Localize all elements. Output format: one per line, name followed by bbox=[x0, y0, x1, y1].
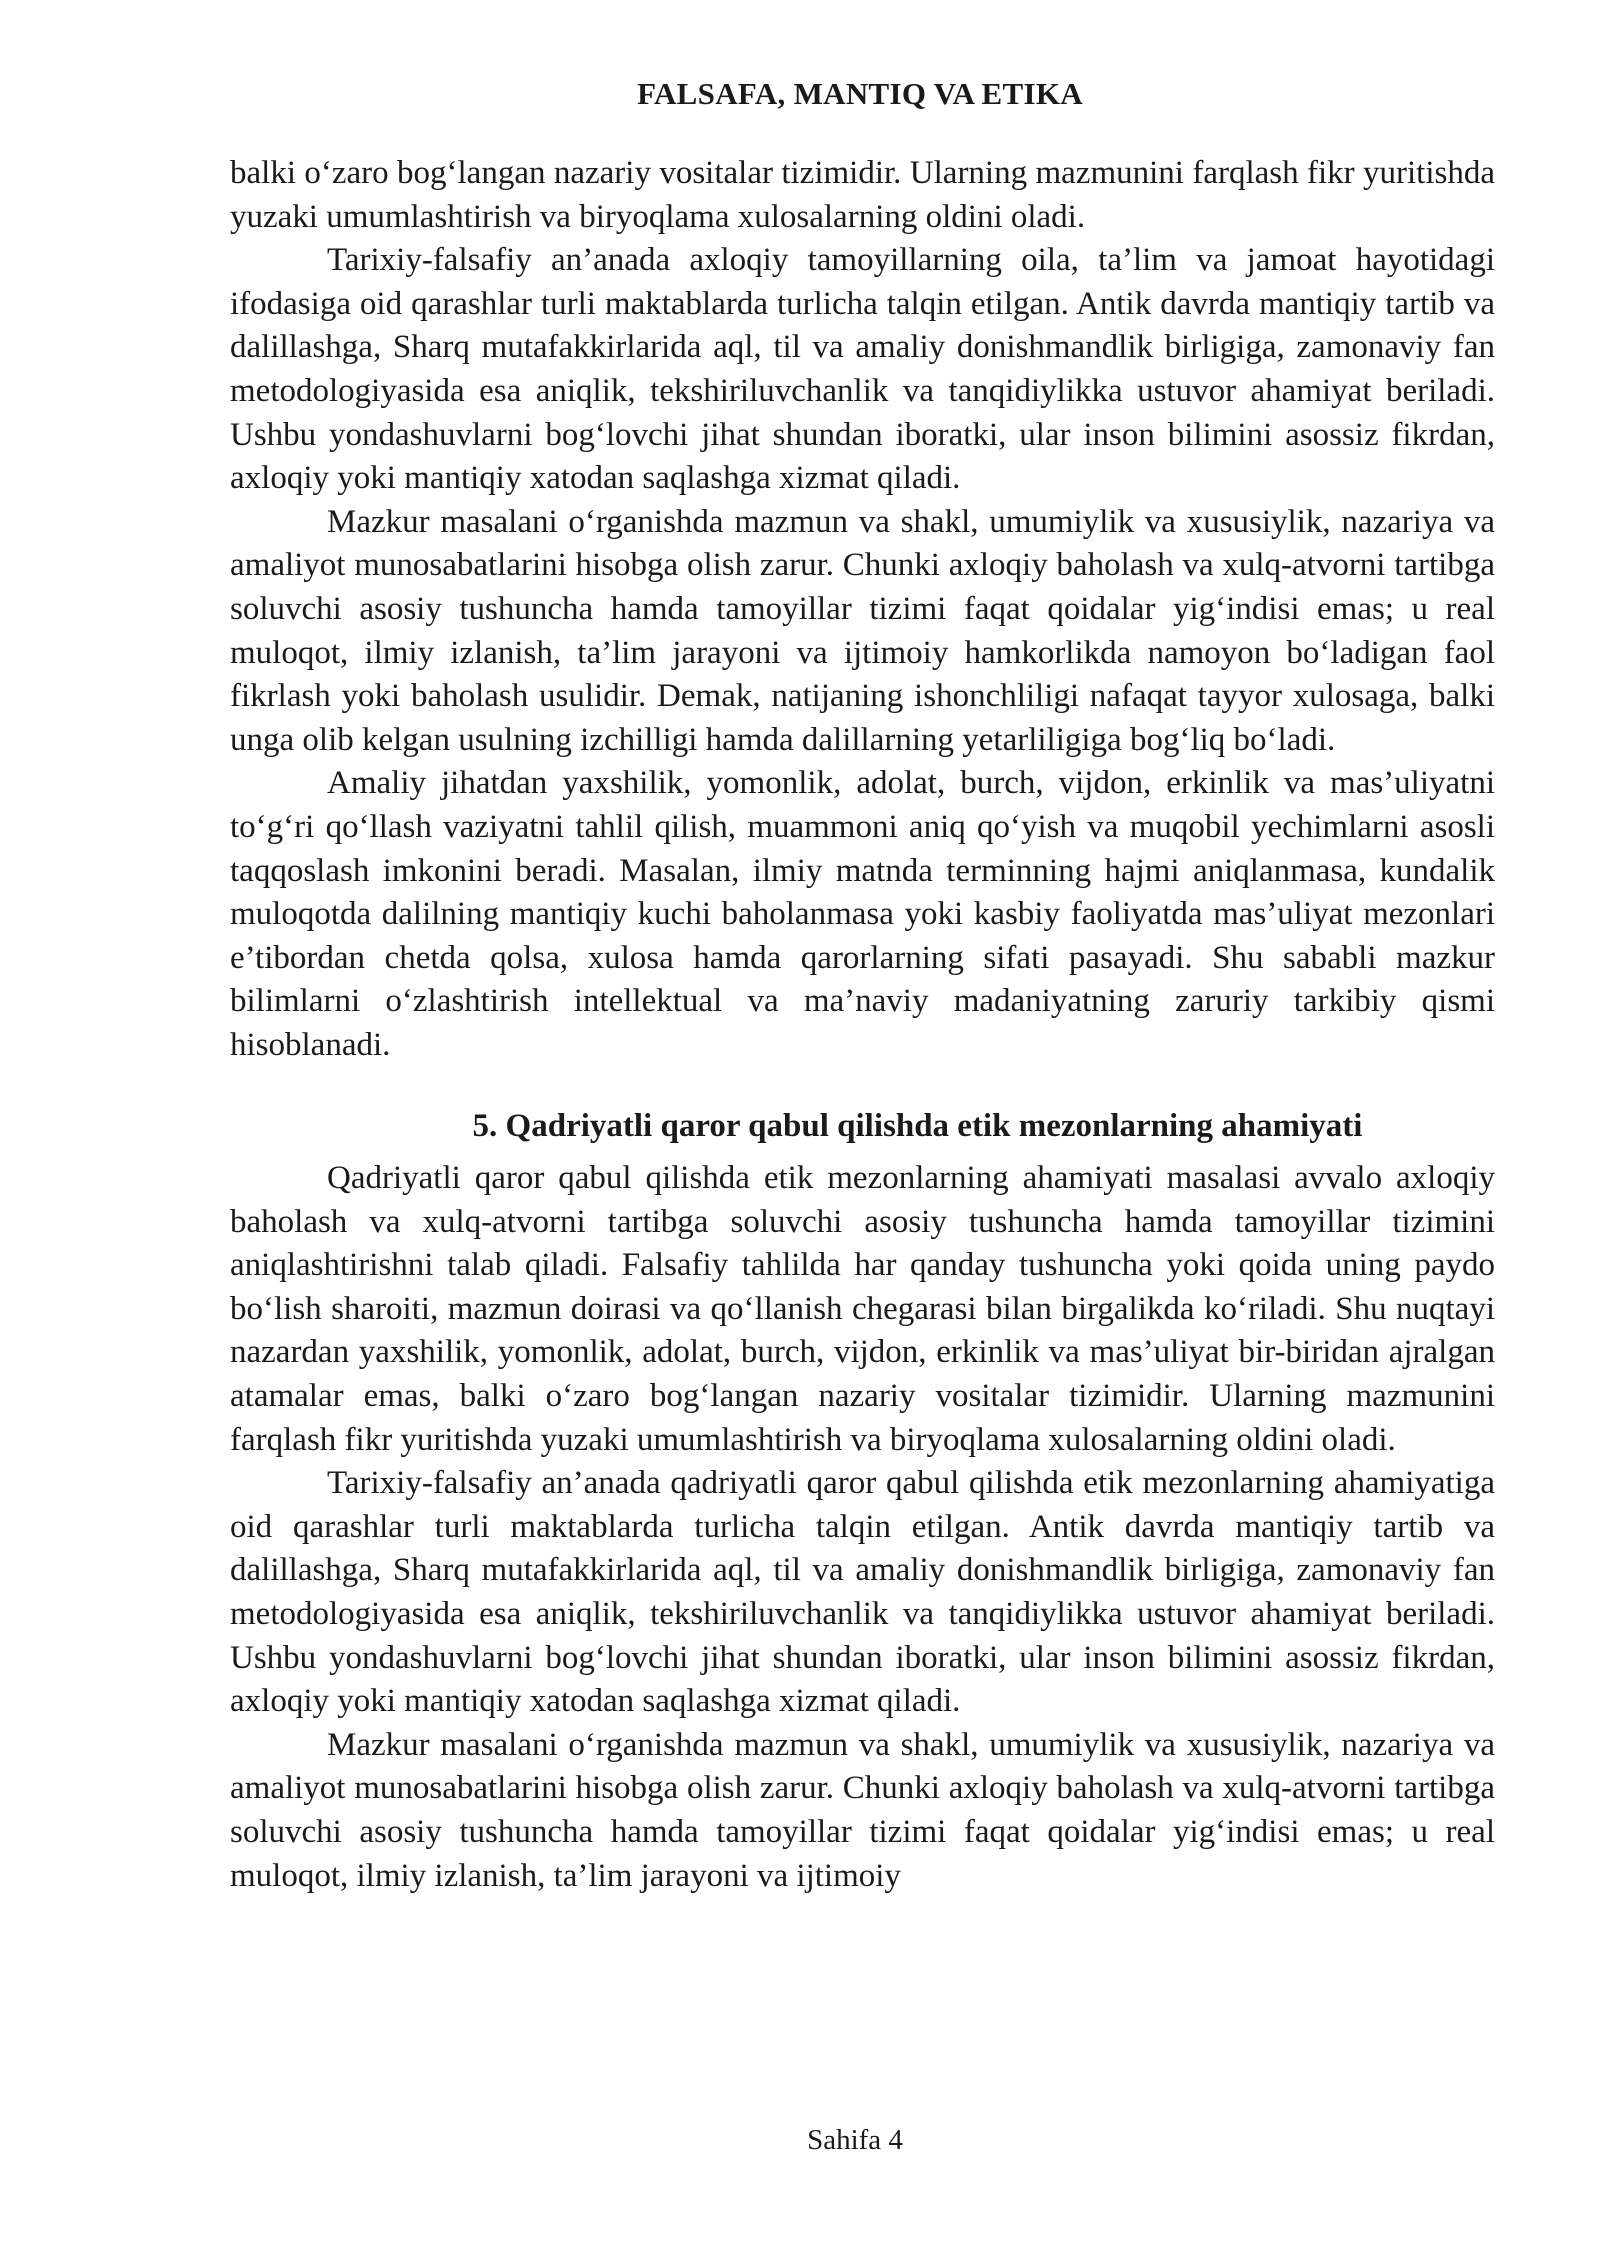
page-content bbox=[230, 152, 1495, 1898]
paragraph: Mazkur masalani o‘rganishda mazmun va shakl, umumiylik va xususiylik, nazariya va amaliyot munosabatlarini hisobga olish zarur. Chunki axloqiy baholash va xulq-atvorni tartibga soluvchi asosiy tushuncha hamda tamoyillar tizimi faqat qoidalar yig‘indisi emas; u real muloqot, ilmiy izlanish, ta’lim jarayoni va ijtimoiy bbox=[230, 1726, 1495, 1894]
paragraph: Mazkur masalani o‘rganishda mazmun va shakl, umumiylik va xususiylik, nazariya va amaliyot munosabatlarini hisobga olish zarur. Chunki axloqiy baholash va xulq-atvorni tartibga soluvchi asosiy tushuncha hamda tamoyillar tizimi faqat qoidalar yig‘indisi emas; u real muloqot, ilmiy izlanish, ta’lim jarayoni va ijtimoiy hamkorlikda namoyon bo‘ladigan faol fikrlash yoki baholash usulidir. Demak, natijaning ishonchliligi nafaqat tayyor xulosaga, balki unga olib kelgan usulning izchilligi hamda dalillarning yetarliligiga bog‘liq bo‘ladi. bbox=[230, 503, 1495, 758]
paragraph: Qadriyatli qaror qabul qilishda etik mezonlarning ahamiyati masalasi avvalo axloqiy baholash va xulq-atvorni tartibga soluvchi asosiy tushuncha hamda tamoyillar tizimini aniqlashtirishni talab qiladi. Falsafiy tahlilda har qanday tushuncha yoki qoida uning paydo bo‘lish sharoiti, mazmun doirasi va qo‘llanish chegarasi bilan birgalikda ko‘riladi. Shu nuqtayi nazardan yaxshilik, yomonlik, adolat, burch, vijdon, erkinlik va mas’uliyat bir-biridan ajralgan atamalar emas, balki o‘zaro bog‘langan nazariy vositalar tizimidir. Ularning mazmunini farqlash fikr yuritishda yuzaki umumlashtirish va biryoqlama xulosalarning oldini oladi. bbox=[230, 1160, 1495, 1458]
page-number: Sahifa 4 bbox=[807, 2124, 903, 2156]
paragraph: Tarixiy-falsafiy an’anada qadriyatli qaror qabul qilishda etik mezonlarning ahamiyatiga oid qarashlar turli maktablarda turlicha talqin etilgan. Antik davrda mantiqiy tartib va dalillashga, Sharq mutafakkirlarida aql, til va amaliy donishmandlik birligiga, zamonaviy fan metodologiyasida esa aniqlik, tekshiriluvchanlik va tanqidiylikka ustuvor ahamiyat beriladi. Ushbu yondashuvlarni bog‘lovchi jihat shundan iboratki, ular inson bilimini asossiz fikrdan, axloqiy yoki mantiqiy xatodan saqlashga xizmat qiladi. bbox=[230, 1465, 1495, 1720]
paragraph: Amaliy jihatdan yaxshilik, yomonlik, adolat, burch, vijdon, erkinlik va mas’uliyatni to‘g‘ri qo‘llash vaziyatni tahlil qilish, muammoni aniq qo‘yish va muqobil yechimlarni asosli taqqoslash imkonini beradi. Masalan, ilmiy matnda terminning hajmi aniqlanmasa, kundalik muloqotda dalilning mantiqiy kuchi baholanmasa yoki kasbiy faoliyatda mas’uliyat mezonlari e’tibordan chetda qolsa, xulosa hamda qarorlarning sifati pasayadi. Shu sababli mazkur bilimlarni o‘zlashtirish intellektual va ma’naviy madaniyatning zaruriy tarkibiy qismi hisoblanadi. bbox=[230, 765, 1495, 1063]
paragraph: Tarixiy-falsafiy an’anada axloqiy tamoyillarning oila, ta’lim va jamoat hayotidagi ifodasiga oid qarashlar turli maktablarda turlicha talqin etilgan. Antik davrda mantiqiy tartib va dalillashga, Sharq mutafakkirlarida aql, til va amaliy donishmandlik birligiga, zamonaviy fan metodologiyasida esa aniqlik, tekshiriluvchanlik va tanqidiylikka ustuvor ahamiyat beriladi. Ushbu yondashuvlarni bog‘lovchi jihat shundan iboratki, ular inson bilimini asossiz fikrdan, axloqiy yoki mantiqiy xatodan saqlashga xizmat qiladi. bbox=[230, 242, 1495, 497]
section-heading: 5. Qadriyatli qaror qabul qilishda etik mezonlarning ahamiyati bbox=[472, 1108, 1363, 1145]
running-header: FALSAFA, MANTIQ VA ETIKA bbox=[637, 76, 1083, 111]
paragraph-continued: balki o‘zaro bog‘langan nazariy vositalar tizimidir. Ularning mazmunini farqlash fikr yuritishda yuzaki umumlashtirish va biryoqlama xulosalarning oldini oladi. bbox=[230, 155, 1495, 235]
